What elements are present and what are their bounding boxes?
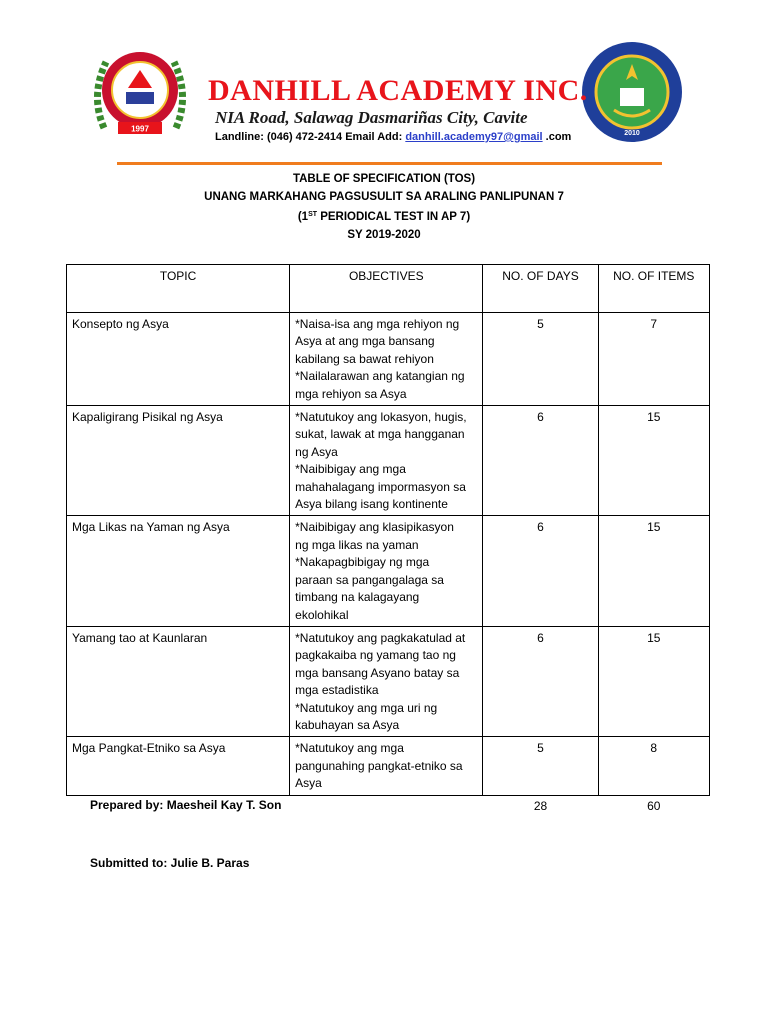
header-items: NO. OF ITEMS	[598, 265, 709, 313]
danhill-academy-seal-icon	[88, 40, 192, 144]
objective-line: ng Asya	[295, 444, 338, 459]
header-topic: TOPIC	[67, 265, 290, 313]
submitted-to: Submitted to: Julie B. Paras	[90, 856, 250, 870]
division-seal-svg	[580, 40, 684, 144]
total-items: 60	[647, 798, 661, 813]
title-line-3	[0, 206, 768, 226]
email-link[interactable]: danhill.academy97@gmail	[405, 131, 543, 143]
objective-line: mga bansang Asyano batay sa	[295, 665, 460, 680]
prepared-by: Prepared by: Maesheil Kay T. Son	[90, 798, 282, 812]
topic-cell: Konsepto ng Asya	[67, 313, 290, 406]
objectives-cell	[290, 516, 483, 626]
objective-line: Asya at ang mga bansang	[295, 334, 435, 349]
total-days: 28	[533, 798, 548, 813]
title-line-3-suffix: PERIODICAL TEST IN AP 7)	[317, 211, 471, 223]
objectives-cell	[290, 626, 483, 736]
objective-line: pangunahing pangkat-etniko sa	[295, 758, 463, 773]
danhill-seal-svg	[88, 40, 192, 144]
days-cell: 5	[483, 313, 598, 406]
table-row	[67, 313, 710, 406]
objective-line: kabilang sa bawat rehiyon	[295, 351, 434, 366]
topic-cell: Kapaligirang Pisikal ng Asya	[67, 406, 290, 516]
days-cell: 5	[483, 737, 598, 795]
objective-line: sukat, lawak at mga hangganan	[295, 427, 465, 442]
table-body	[67, 313, 710, 817]
totals-empty-objectives	[290, 795, 483, 817]
items-cell: 8	[598, 737, 709, 795]
objective-line: Asya	[295, 776, 322, 791]
objective-line: pagkakaiba ng yamang tao ng	[295, 648, 456, 663]
objective-line: mga rehiyon sa Asya	[295, 386, 407, 401]
objective-line: ekolohikal	[295, 607, 349, 622]
objective-line: *Natutukoy ang lokasyon, hugis,	[295, 410, 467, 425]
objective-line: *Natutukoy ang mga	[295, 741, 404, 756]
table-row	[67, 737, 710, 795]
table-header-row	[67, 265, 710, 313]
items-cell: 7	[598, 313, 709, 406]
document-title	[0, 170, 768, 244]
objective-line: *Naibibigay ang mga	[295, 462, 406, 477]
contact-prefix: Landline: (046) 472-2414 Email Add:	[215, 131, 406, 143]
title-line-3-prefix: (1	[297, 211, 309, 223]
objective-line: *Natutukoy ang mga uri ng	[295, 700, 438, 715]
objective-line: *Naisa-isa ang mga rehiyon ng	[295, 317, 460, 331]
school-contact	[215, 131, 571, 143]
seal-year: 1997	[131, 124, 149, 134]
objective-line: paraan sa pangangalaga sa	[295, 572, 444, 587]
days-cell: 6	[483, 406, 598, 516]
table-row	[67, 626, 710, 736]
objective-line: *Natutukoy ang pagkakatulad at	[295, 630, 466, 645]
objective-line: kabuhayan sa Asya	[295, 717, 400, 732]
items-cell: 15	[598, 626, 709, 736]
division-seal-year: 2010	[624, 130, 640, 137]
title-line-1: TABLE OF SPECIFICATION (TOS)	[292, 173, 476, 185]
objective-line: mga estadistika	[295, 683, 379, 698]
items-cell: 15	[598, 516, 709, 626]
items-cell: 15	[598, 406, 709, 516]
contact-suffix: .com	[542, 131, 572, 143]
objective-line: *Naibibigay ang klasipikasyon	[295, 520, 454, 535]
objective-line: ng mga likas na yaman	[295, 537, 419, 552]
title-line-3-sup: ST	[308, 211, 318, 218]
objectives-cell	[290, 737, 483, 795]
title-line-2: UNANG MARKAHANG PAGSUSULIT SA ARALING PANLIPUNAN 7	[204, 191, 564, 203]
topic-cell: Yamang tao at Kaunlaran	[67, 626, 290, 736]
header-divider	[117, 162, 662, 165]
objective-line: mahahalagang impormasyon sa	[295, 479, 466, 494]
topic-cell: Mga Pangkat-Etniko sa Asya	[67, 737, 290, 795]
objective-line: *Nakapagbibigay ng mga	[295, 555, 430, 570]
header-objectives: OBJECTIVES	[290, 265, 483, 313]
topic-cell: Mga Likas na Yaman ng Asya	[67, 516, 290, 626]
days-cell: 6	[483, 516, 598, 626]
header-days: NO. OF DAYS	[483, 265, 598, 313]
objectives-cell	[290, 313, 483, 406]
objective-line: Asya bilang isang kontinente	[295, 497, 448, 512]
school-name: DANHILL ACADEMY INC.	[208, 74, 588, 107]
table-row	[67, 516, 710, 626]
title-line-4: SY 2019-2020	[347, 229, 421, 241]
days-cell: 6	[483, 626, 598, 736]
city-schools-division-dasmarinas-seal-icon	[580, 40, 684, 144]
school-address: NIA Road, Salawag Dasmariñas City, Cavite	[215, 108, 528, 127]
objective-line: timbang na kalagayang	[295, 590, 420, 605]
specification-table	[66, 264, 710, 817]
objectives-cell	[290, 406, 483, 516]
table-row	[67, 406, 710, 516]
objective-line: *Nailalarawan ang katangian ng	[295, 369, 465, 384]
